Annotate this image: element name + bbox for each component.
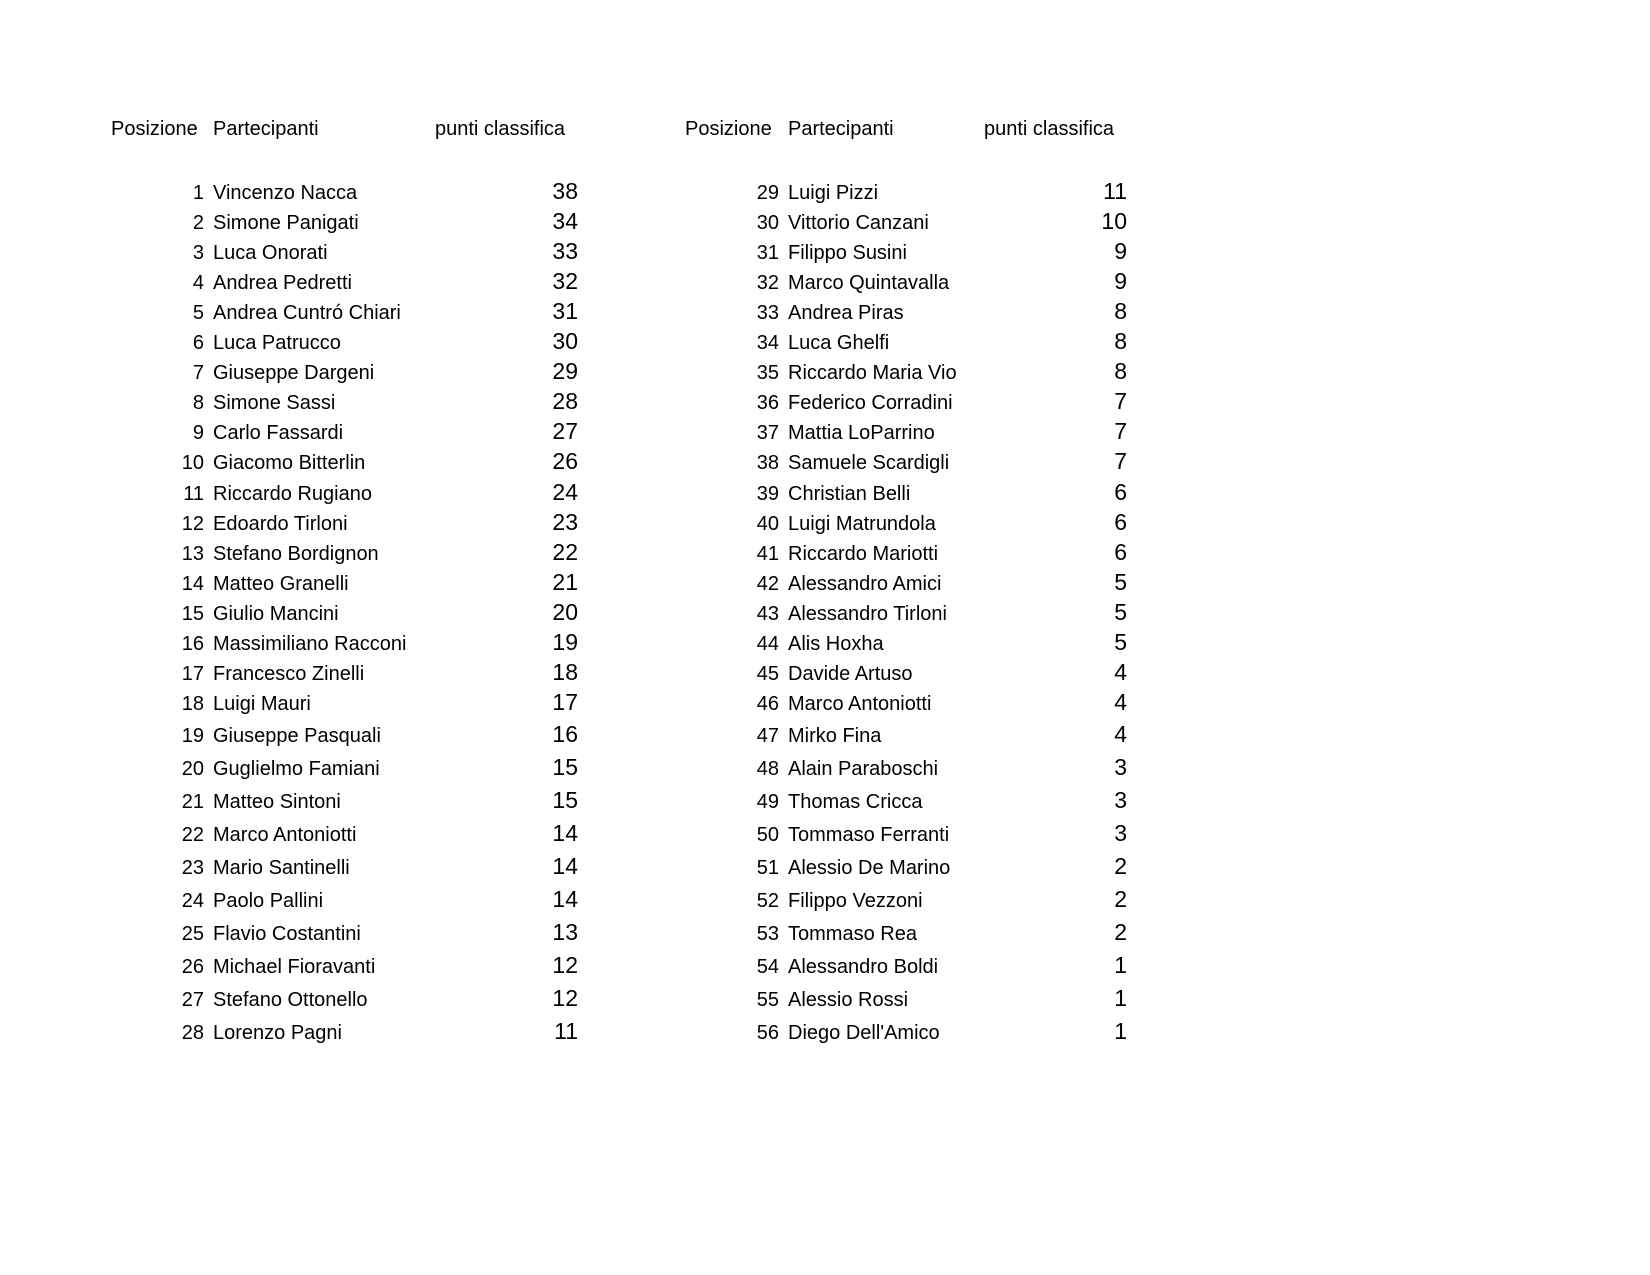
row-position: 1 bbox=[192, 182, 204, 204]
row-position: 47 bbox=[756, 725, 779, 747]
row-position: 31 bbox=[756, 242, 779, 264]
row-points: 6 bbox=[1114, 479, 1127, 505]
row-participant: Vincenzo Nacca bbox=[213, 182, 358, 204]
row-points: 30 bbox=[552, 328, 578, 354]
row-position: 29 bbox=[756, 182, 779, 204]
row-position: 33 bbox=[756, 302, 779, 324]
row-participant: Edoardo Tirloni bbox=[213, 513, 348, 535]
row-points: 16 bbox=[552, 721, 578, 747]
row-points: 17 bbox=[552, 689, 578, 715]
row-participant: Lorenzo Pagni bbox=[213, 1022, 342, 1044]
row-participant: Giacomo Bitterlin bbox=[213, 452, 366, 474]
row-participant: Simone Sassi bbox=[213, 392, 336, 414]
row-position: 10 bbox=[181, 452, 204, 474]
row-position: 22 bbox=[181, 824, 204, 846]
row-points: 31 bbox=[552, 298, 578, 324]
row-points: 20 bbox=[552, 599, 578, 625]
row-position: 55 bbox=[756, 989, 779, 1011]
row-position: 25 bbox=[181, 923, 204, 945]
row-participant: Luca Onorati bbox=[213, 242, 328, 264]
row-position: 8 bbox=[192, 392, 204, 414]
row-position: 20 bbox=[181, 758, 204, 780]
row-participant: Alessandro Amici bbox=[788, 573, 942, 595]
row-position: 16 bbox=[181, 633, 204, 655]
row-points: 9 bbox=[1114, 238, 1127, 264]
row-participant: Christian Belli bbox=[788, 483, 911, 505]
row-points: 5 bbox=[1114, 599, 1127, 625]
row-position: 49 bbox=[756, 791, 779, 813]
row-position: 36 bbox=[756, 392, 779, 414]
row-points: 15 bbox=[552, 754, 578, 780]
row-points: 11 bbox=[1103, 178, 1127, 204]
row-participant: Alessandro Tirloni bbox=[788, 603, 947, 625]
row-participant: Marco Antoniotti bbox=[213, 824, 357, 846]
row-points: 7 bbox=[1114, 448, 1127, 474]
row-position: 37 bbox=[756, 422, 779, 444]
row-points: 3 bbox=[1114, 787, 1127, 813]
row-participant: Vittorio Canzani bbox=[788, 212, 929, 234]
row-participant: Mario Santinelli bbox=[213, 857, 350, 879]
row-points: 15 bbox=[552, 787, 578, 813]
row-participant: Luigi Mauri bbox=[213, 693, 311, 715]
row-position: 41 bbox=[756, 543, 779, 565]
row-position: 28 bbox=[181, 1022, 204, 1044]
row-position: 5 bbox=[192, 302, 204, 324]
row-points: 6 bbox=[1114, 539, 1127, 565]
row-points: 12 bbox=[552, 985, 578, 1011]
row-participant: Federico Corradini bbox=[788, 392, 953, 414]
header-position-left: Posizione bbox=[111, 118, 198, 140]
row-points: 5 bbox=[1114, 629, 1127, 655]
row-participant: Paolo Pallini bbox=[213, 890, 324, 912]
row-participant: Luigi Pizzi bbox=[788, 182, 879, 204]
row-participant: Diego Dell'Amico bbox=[788, 1022, 940, 1044]
row-position: 3 bbox=[192, 242, 204, 264]
row-participant: Andrea Cuntró Chiari bbox=[213, 302, 401, 324]
row-points: 28 bbox=[552, 388, 578, 414]
row-participant: Marco Quintavalla bbox=[788, 272, 950, 294]
row-points: 38 bbox=[552, 178, 578, 204]
row-participant: Tommaso Ferranti bbox=[788, 824, 950, 846]
row-points: 4 bbox=[1114, 721, 1127, 747]
row-position: 40 bbox=[756, 513, 779, 535]
row-participant: Alessandro Boldi bbox=[788, 956, 939, 978]
row-points: 9 bbox=[1114, 268, 1127, 294]
row-participant: Marco Antoniotti bbox=[788, 693, 932, 715]
row-position: 54 bbox=[756, 956, 779, 978]
row-participant: Mattia LoParrino bbox=[788, 422, 935, 444]
row-participant: Massimiliano Racconi bbox=[213, 633, 407, 655]
row-points: 21 bbox=[552, 569, 578, 595]
row-position: 17 bbox=[181, 663, 204, 685]
row-points: 33 bbox=[552, 238, 578, 264]
row-participant: Davide Artuso bbox=[788, 663, 913, 685]
row-points: 8 bbox=[1114, 328, 1127, 354]
row-participant: Matteo Granelli bbox=[213, 573, 349, 595]
row-position: 23 bbox=[181, 857, 204, 879]
row-points: 27 bbox=[552, 418, 578, 444]
header-participants-left: Partecipanti bbox=[213, 118, 319, 140]
row-position: 44 bbox=[756, 633, 779, 655]
row-participant: Francesco Zinelli bbox=[213, 663, 365, 685]
row-points: 14 bbox=[552, 820, 578, 846]
row-participant: Luca Patrucco bbox=[213, 332, 341, 354]
row-points: 5 bbox=[1114, 569, 1127, 595]
row-points: 4 bbox=[1114, 659, 1127, 685]
row-position: 12 bbox=[181, 513, 204, 535]
row-position: 52 bbox=[756, 890, 779, 912]
row-position: 53 bbox=[756, 923, 779, 945]
row-participant: Mirko Fina bbox=[788, 725, 882, 747]
row-points: 7 bbox=[1114, 388, 1127, 414]
row-position: 43 bbox=[756, 603, 779, 625]
row-participant: Alessio Rossi bbox=[788, 989, 909, 1011]
row-position: 2 bbox=[192, 212, 204, 234]
row-points: 1 bbox=[1114, 952, 1127, 978]
row-position: 9 bbox=[192, 422, 204, 444]
row-points: 8 bbox=[1114, 298, 1127, 324]
row-participant: Giulio Mancini bbox=[213, 603, 339, 625]
row-points: 14 bbox=[552, 886, 578, 912]
row-participant: Luigi Matrundola bbox=[788, 513, 936, 535]
row-points: 26 bbox=[552, 448, 578, 474]
row-participant: Simone Panigati bbox=[213, 212, 359, 234]
row-participant: Andrea Pedretti bbox=[213, 272, 352, 294]
row-participant: Thomas Cricca bbox=[788, 791, 923, 813]
row-participant: Riccardo Mariotti bbox=[788, 543, 939, 565]
row-points: 2 bbox=[1114, 919, 1127, 945]
row-points: 32 bbox=[552, 268, 578, 294]
row-position: 34 bbox=[756, 332, 779, 354]
row-position: 19 bbox=[181, 725, 204, 747]
row-position: 11 bbox=[183, 483, 204, 505]
row-position: 51 bbox=[756, 857, 779, 879]
row-position: 21 bbox=[181, 791, 204, 813]
row-position: 4 bbox=[192, 272, 204, 294]
row-points: 22 bbox=[552, 539, 578, 565]
row-points: 24 bbox=[552, 479, 578, 505]
row-position: 27 bbox=[181, 989, 204, 1011]
row-points: 13 bbox=[552, 919, 578, 945]
row-position: 24 bbox=[181, 890, 204, 912]
row-position: 6 bbox=[192, 332, 204, 354]
row-points: 14 bbox=[552, 853, 578, 879]
row-points: 19 bbox=[552, 629, 578, 655]
row-participant: Riccardo Maria Vio bbox=[788, 362, 957, 384]
row-participant: Giuseppe Pasquali bbox=[213, 725, 381, 747]
row-participant: Giuseppe Dargeni bbox=[213, 362, 375, 384]
row-participant: Tommaso Rea bbox=[788, 923, 917, 945]
row-position: 7 bbox=[192, 362, 204, 384]
row-participant: Guglielmo Famiani bbox=[213, 758, 380, 780]
row-participant: Alessio De Marino bbox=[788, 857, 951, 879]
row-position: 30 bbox=[756, 212, 779, 234]
row-participant: Stefano Ottonello bbox=[213, 989, 368, 1011]
row-position: 13 bbox=[181, 543, 204, 565]
row-points: 2 bbox=[1114, 886, 1127, 912]
row-points: 23 bbox=[552, 509, 578, 535]
row-points: 18 bbox=[552, 659, 578, 685]
row-participant: Matteo Sintoni bbox=[213, 791, 341, 813]
row-participant: Luca Ghelfi bbox=[788, 332, 890, 354]
row-position: 45 bbox=[756, 663, 779, 685]
row-points: 29 bbox=[552, 358, 578, 384]
row-position: 48 bbox=[756, 758, 779, 780]
row-participant: Alis Hoxha bbox=[788, 633, 884, 655]
header-participants-right: Partecipanti bbox=[788, 118, 894, 140]
header-points-left: punti classifica bbox=[435, 118, 566, 140]
row-points: 34 bbox=[552, 208, 578, 234]
row-points: 12 bbox=[552, 952, 578, 978]
row-points: 8 bbox=[1114, 358, 1127, 384]
row-participant: Flavio Costantini bbox=[213, 923, 361, 945]
row-position: 50 bbox=[756, 824, 779, 846]
row-participant: Andrea Piras bbox=[788, 302, 904, 324]
row-position: 42 bbox=[756, 573, 779, 595]
row-points: 6 bbox=[1114, 509, 1127, 535]
row-position: 38 bbox=[756, 452, 779, 474]
row-participant: Riccardo Rugiano bbox=[213, 483, 372, 505]
row-points: 1 bbox=[1114, 1018, 1127, 1044]
row-points: 3 bbox=[1114, 820, 1127, 846]
row-points: 11 bbox=[554, 1018, 578, 1044]
row-points: 10 bbox=[1101, 208, 1127, 234]
row-points: 1 bbox=[1114, 985, 1127, 1011]
row-participant: Michael Fioravanti bbox=[213, 956, 376, 978]
row-participant: Samuele Scardigli bbox=[788, 452, 950, 474]
row-position: 32 bbox=[756, 272, 779, 294]
row-position: 35 bbox=[756, 362, 779, 384]
row-position: 14 bbox=[181, 573, 204, 595]
row-participant: Stefano Bordignon bbox=[213, 543, 379, 565]
row-participant: Carlo Fassardi bbox=[213, 422, 344, 444]
row-position: 15 bbox=[181, 603, 204, 625]
row-position: 56 bbox=[756, 1022, 779, 1044]
header-position-right: Posizione bbox=[685, 118, 772, 140]
row-points: 2 bbox=[1114, 853, 1127, 879]
row-points: 3 bbox=[1114, 754, 1127, 780]
row-participant: Alain Paraboschi bbox=[788, 758, 939, 780]
row-position: 26 bbox=[181, 956, 204, 978]
row-position: 46 bbox=[756, 693, 779, 715]
header-points-right: punti classifica bbox=[984, 118, 1115, 140]
row-points: 4 bbox=[1114, 689, 1127, 715]
row-position: 39 bbox=[756, 483, 779, 505]
row-participant: Filippo Susini bbox=[788, 242, 907, 264]
row-points: 7 bbox=[1114, 418, 1127, 444]
row-participant: Filippo Vezzoni bbox=[788, 890, 923, 912]
row-position: 18 bbox=[181, 693, 204, 715]
